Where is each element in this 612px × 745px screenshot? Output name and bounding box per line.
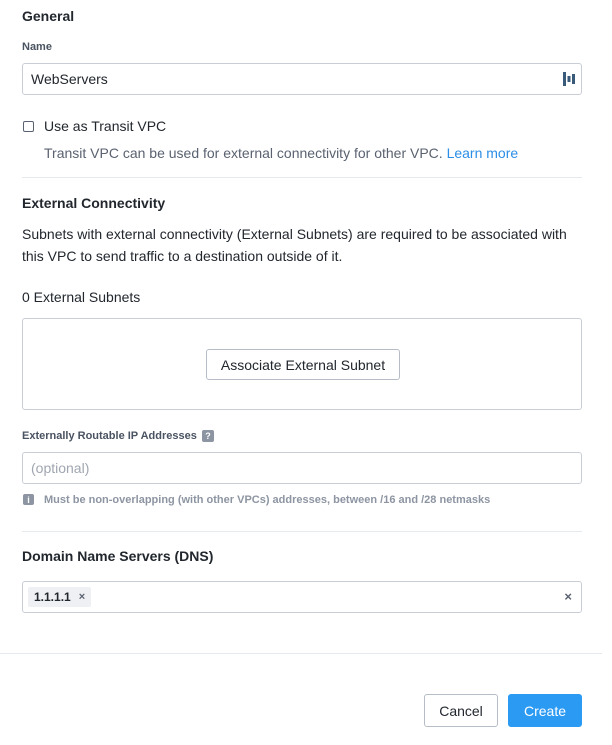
remove-tag-icon[interactable]: × <box>78 591 86 603</box>
footer-divider <box>0 653 602 654</box>
create-button[interactable]: Create <box>508 694 582 727</box>
name-label: Name <box>22 41 52 53</box>
external-description <box>22 223 602 267</box>
external-subnet-count: 0 External Subnets <box>22 289 141 305</box>
external-section-title: External Connectivity <box>22 195 166 211</box>
learn-more-link[interactable]: Learn more <box>446 145 519 161</box>
routable-ip-placeholder: (optional) <box>31 460 90 476</box>
external-description-line2: this VPC to send traffic to a destination outside of it. <box>22 248 343 264</box>
dns-input[interactable] <box>22 581 582 613</box>
associate-external-subnet-button[interactable]: Associate External Subnet <box>206 349 400 380</box>
transit-vpc-help-text: Transit VPC can be used for external connectivity for other VPC. <box>44 145 443 161</box>
help-icon[interactable]: ? <box>202 430 214 442</box>
transit-vpc-label[interactable]: Use as Transit VPC <box>44 118 167 134</box>
dns-tag-label: 1.1.1.1 <box>34 590 71 604</box>
transit-vpc-help <box>44 145 518 161</box>
section-divider <box>22 177 582 178</box>
password-manager-icon[interactable] <box>563 72 575 89</box>
routable-ip-hint: Must be non-overlapping (with other VPCs) addresses, between /16 and /28 netmasks <box>44 494 491 506</box>
cancel-button[interactable]: Cancel <box>424 694 498 727</box>
external-subnets-box <box>22 318 582 410</box>
clear-icon[interactable]: × <box>564 589 572 604</box>
section-divider <box>22 531 582 532</box>
info-icon: i <box>23 494 34 505</box>
dns-tag <box>28 587 91 607</box>
general-section-title: General <box>22 8 75 24</box>
name-input-value: WebServers <box>31 71 108 87</box>
routable-ip-input[interactable] <box>22 452 582 484</box>
transit-vpc-checkbox[interactable] <box>23 121 34 132</box>
dns-section-title: Domain Name Servers (DNS) <box>22 548 214 564</box>
name-input[interactable] <box>22 63 582 95</box>
external-description-line1: Subnets with external connectivity (External Subnets) are required to be associated with <box>22 226 567 242</box>
routable-ip-label: Externally Routable IP Addresses <box>22 430 197 442</box>
